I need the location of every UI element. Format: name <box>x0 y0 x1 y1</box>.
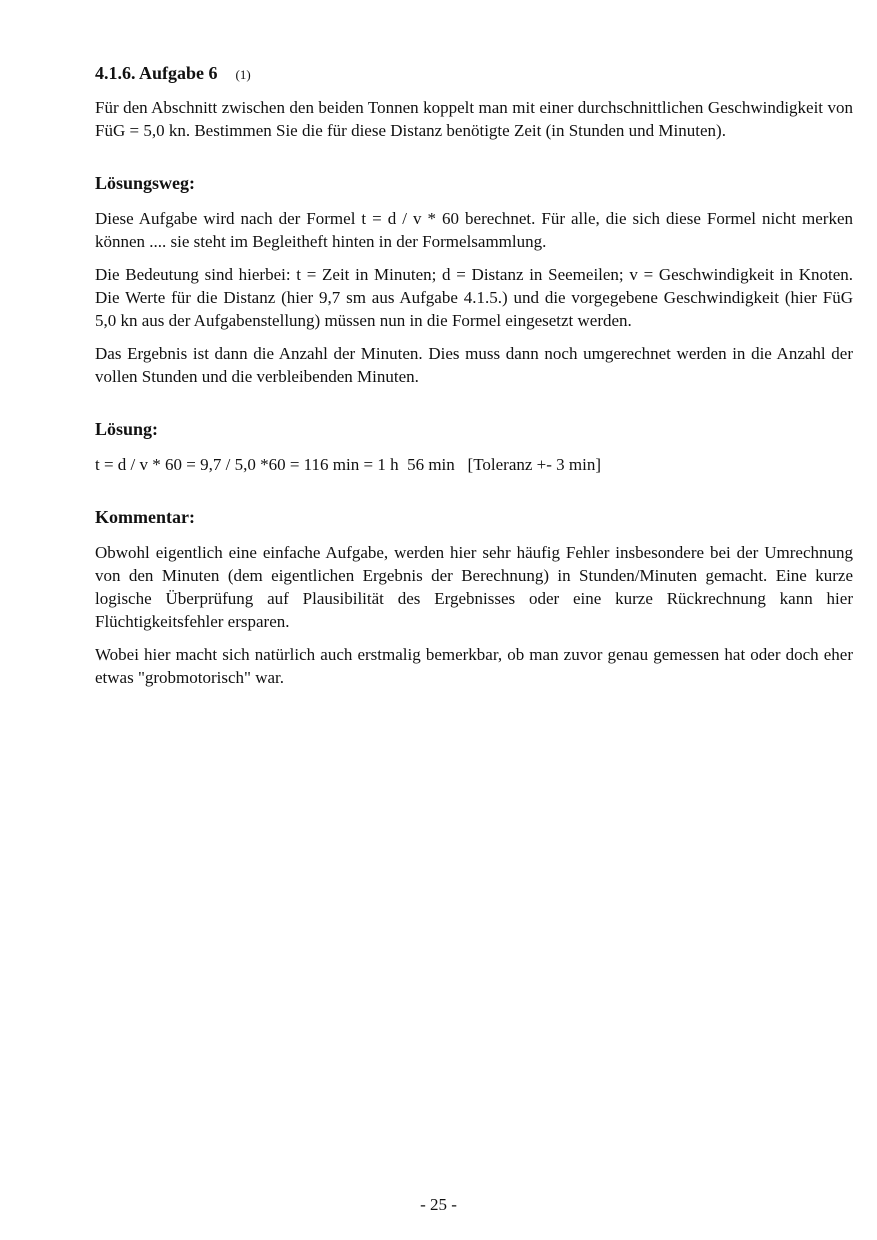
task-title: 4.1.6. Aufgabe 6 <box>95 63 218 83</box>
loesungsweg-paragraph-3: Das Ergebnis ist dann die Anzahl der Minuten. Dies muss dann noch umgerechnet werden in die Anzahl der vollen Stunden und die verbleibenden Minuten. <box>95 344 853 386</box>
task-heading <box>95 62 853 86</box>
task-description: Für den Abschnitt zwischen den beiden Tonnen koppelt man mit einer durchschnittlichen Geschwindigkeit von FüG = 5,0 kn. Bestimmen Sie die für diese Distanz benötigte Zeit (in Stunden und Minuten). <box>95 98 853 140</box>
kommentar-paragraph-1: Obwohl eigentlich eine einfache Aufgabe, werden hier sehr häufig Fehler insbesondere bei der Umrechnung von den Minuten (dem eigentlichen Ergebnis der Berechnung) in Stunden/Minuten gemacht. Eine kurze logische Überprüfung auf Plausibilität des Ergebnisses oder eine kurze Rückrechnung kann hier Flüchtigkeitsfehler ersparen. <box>95 543 853 631</box>
loesungsweg-paragraph-1: Diese Aufgabe wird nach der Formel t = d / v * 60 berechnet. Für alle, die sich diese Formel nicht merken können .... sie steht im Begleitheft hinten in der Formelsammlung. <box>95 209 853 251</box>
task-points: (1) <box>235 67 251 82</box>
kommentar-heading: Kommentar: <box>95 507 195 527</box>
document-page <box>95 62 853 699</box>
loesung-formula: t = d / v * 60 = 9,7 / 5,0 *60 = 116 min = 1 h 56 min [Toleranz +- 3 min] <box>95 455 602 474</box>
kommentar-paragraph-2: Wobei hier macht sich natürlich auch erstmalig bemerkbar, ob man zuvor genau gemessen hat oder doch eher etwas "grobmotorisch" war. <box>95 645 853 687</box>
page-number: - 25 - <box>420 1195 457 1214</box>
loesungsweg-heading: Lösungsweg: <box>95 173 196 193</box>
loesungsweg-paragraph-2: Die Bedeutung sind hierbei: t = Zeit in Minuten; d = Distanz in Seemeilen; v = Geschwindigkeit in Knoten. Die Werte für die Distanz (hier 9,7 sm aus Aufgabe 4.1.5.) und die vorgegebene Geschwindigkeit (hier FüG 5,0 kn aus der Aufgabenstellung) müssen nun in die Formel eingesetzt werden. <box>95 265 853 330</box>
loesung-heading: Lösung: <box>95 419 159 439</box>
